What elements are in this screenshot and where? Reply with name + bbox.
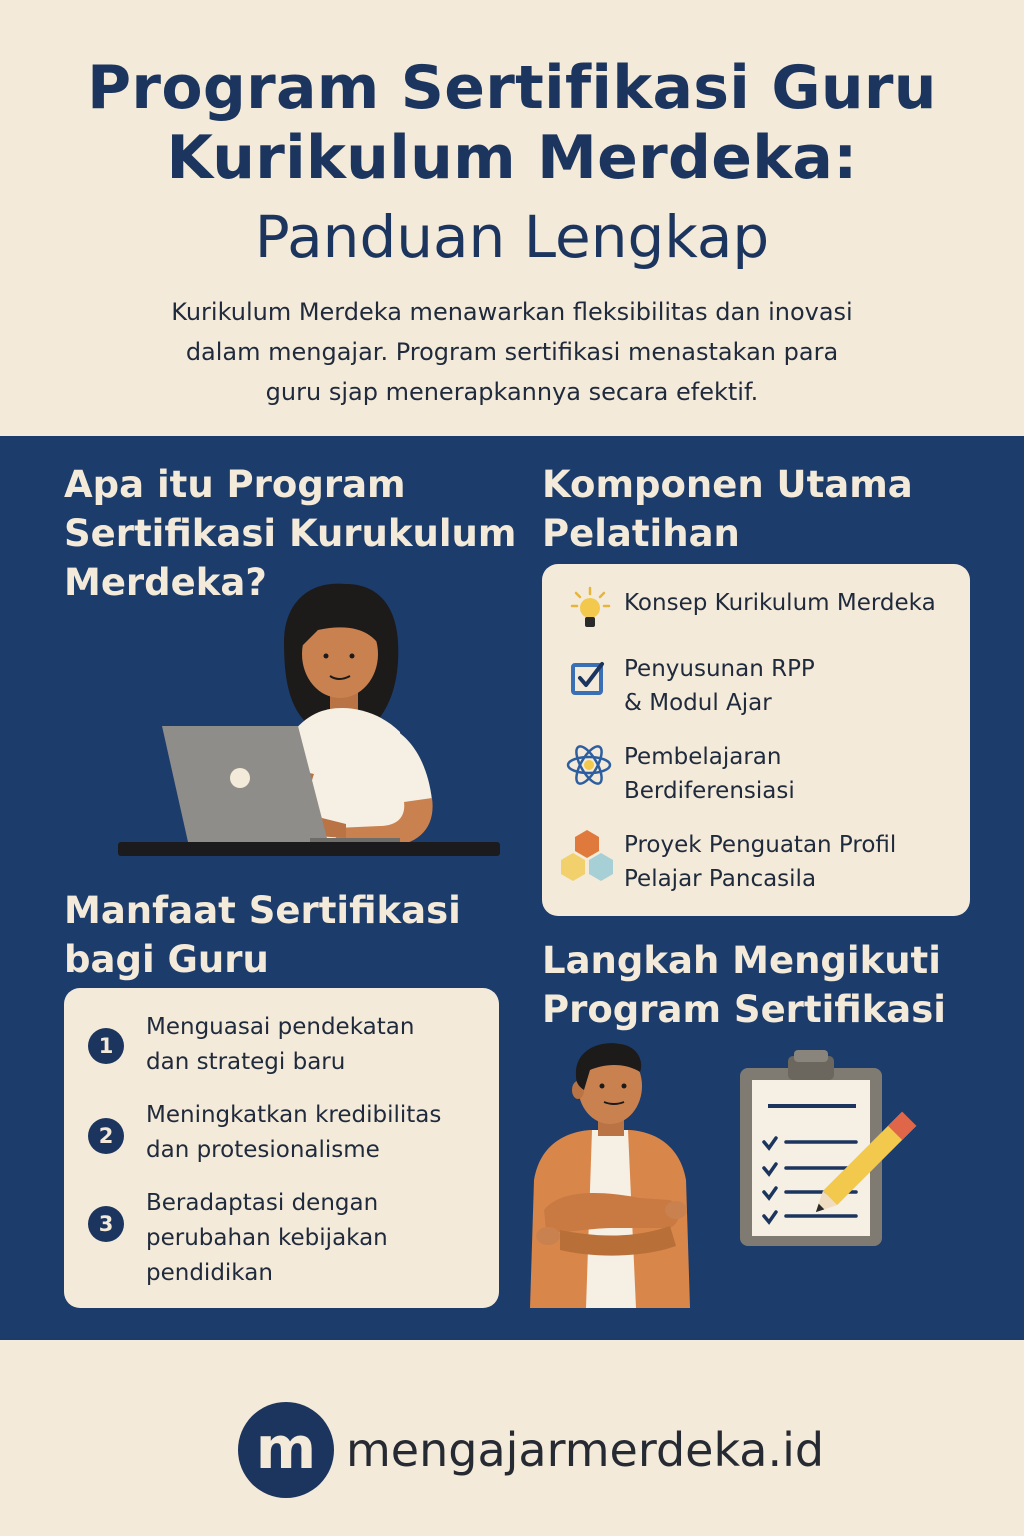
benefit-number: 3 xyxy=(88,1206,124,1242)
benefits-heading-line-1: Manfaat Sertifikasi xyxy=(64,889,461,932)
component-label-line-1: Pembelajaran xyxy=(624,744,782,770)
woman-laptop-illustration xyxy=(110,576,510,856)
page-title-line-2: Kurikulum Merdeka: xyxy=(166,123,858,193)
component-item xyxy=(542,828,974,898)
clipboard-checklist-icon xyxy=(738,1050,930,1250)
page-subtitle: Panduan Lengkap xyxy=(254,203,770,271)
benefits-heading-line-2: bagi Guru xyxy=(64,938,269,981)
benefit-number: 1 xyxy=(88,1028,124,1064)
steps-heading xyxy=(542,936,1002,1034)
component-label-line-1: Proyek Penguatan Profil xyxy=(624,832,897,858)
component-label-line-2: Berdiferensiasi xyxy=(624,778,795,804)
intro-line-1: Kurikulum Merdeka menawarkan fleksibilitas dan inovasi xyxy=(171,298,853,326)
atom-icon xyxy=(564,740,614,790)
man-crossed-arms-illustration xyxy=(520,1040,700,1308)
benefit-text-line-2: perubahan kebijakan xyxy=(146,1225,388,1251)
what-is-heading-line-1: Apa itu Program xyxy=(64,463,406,506)
intro-paragraph xyxy=(112,292,912,412)
benefits-card xyxy=(64,988,499,1308)
benefit-text-line-1: Beradaptasi dengan xyxy=(146,1190,379,1216)
components-heading-line-1: Komponen Utama xyxy=(542,463,913,506)
intro-line-3: guru sjap menerapkannya secara efektif. xyxy=(265,378,759,406)
component-label xyxy=(624,828,964,896)
components-heading-line-2: Pelatihan xyxy=(542,512,740,555)
component-label-line-1: Konsep Kurikulum Merdeka xyxy=(624,590,936,616)
components-heading xyxy=(542,460,1002,558)
benefit-text-line-2: dan strategi baru xyxy=(146,1049,346,1075)
benefit-text-line-1: Menguasai pendekatan xyxy=(146,1014,415,1040)
hexagons-icon xyxy=(558,828,616,886)
brand-logo xyxy=(238,1402,334,1498)
benefit-text xyxy=(146,1010,486,1080)
benefit-text xyxy=(146,1186,486,1291)
benefit-text-line-3: pendidikan xyxy=(146,1260,273,1286)
page-title-line-1: Program Sertifikasi Guru xyxy=(87,53,937,123)
benefit-number: 2 xyxy=(88,1118,124,1154)
steps-heading-line-2: Program Sertifikasi xyxy=(542,988,946,1031)
what-is-heading-line-2: Sertifikasi Kurukulum xyxy=(64,512,517,555)
component-item xyxy=(542,740,974,810)
benefits-heading xyxy=(64,886,524,984)
component-label-line-2: & Modul Ajar xyxy=(624,690,772,716)
intro-line-2: dalam mengajar. Program sertifikasi menastakan para xyxy=(185,338,839,366)
what-is-heading-line-3: Merdeka? xyxy=(64,561,267,604)
lightbulb-icon xyxy=(564,586,614,636)
component-label xyxy=(624,586,964,620)
component-label-line-2: Pelajar Pancasila xyxy=(624,866,817,892)
component-item xyxy=(542,586,974,656)
benefit-text-line-2: dan protesionalisme xyxy=(146,1137,380,1163)
steps-heading-line-1: Langkah Mengikuti xyxy=(542,939,941,982)
component-item xyxy=(542,652,974,722)
component-label xyxy=(624,740,964,808)
site-domain-link[interactable]: mengajarmerdeka.id xyxy=(346,1423,825,1477)
components-card xyxy=(542,564,970,916)
component-label-line-1: Penyusunan RPP xyxy=(624,656,815,682)
component-label xyxy=(624,652,964,720)
brand-logo-letter: m xyxy=(255,1414,317,1482)
benefit-text-line-1: Meningkatkan kredibilitas xyxy=(146,1102,442,1128)
benefit-text xyxy=(146,1098,486,1168)
checkbox-icon xyxy=(564,652,614,702)
main-panel xyxy=(0,436,1024,1340)
header xyxy=(0,0,1024,436)
